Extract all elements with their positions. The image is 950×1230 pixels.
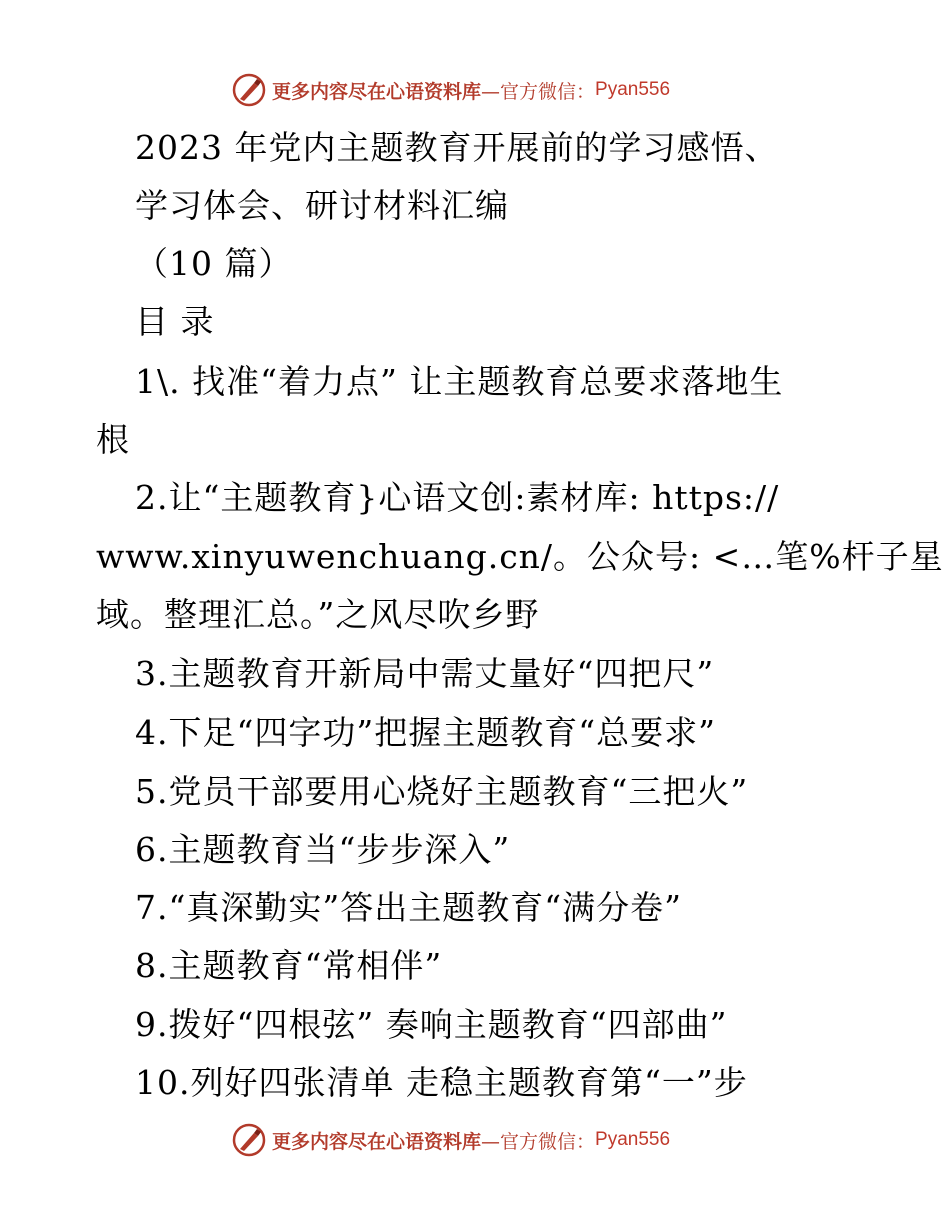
watermark-main-text: 更多内容尽在心语资料库 — [272, 80, 482, 103]
watermark-banner-top — [232, 72, 670, 108]
watermark-id-text: Pyan556 — [595, 1129, 671, 1150]
toc-item-continuation: 根 — [96, 420, 130, 459]
toc-heading: 目 录 — [135, 302, 215, 341]
toc-item-continuation: 域。整理汇总。”之风尽吹乡野 — [96, 595, 540, 634]
pen-logo-icon — [232, 1123, 266, 1157]
doc-title-line2: 学习体会、研讨材料汇编 — [135, 186, 509, 225]
toc-item: 1\. 找准“着力点” 让主题教育总要求落地生 — [135, 362, 784, 401]
pen-logo-icon — [232, 73, 266, 107]
toc-item: 10.列好四张清单 走稳主题教育第“一”步 — [135, 1063, 748, 1102]
toc-item: 3.主题教育开新局中需丈量好“四把尺” — [135, 654, 715, 693]
toc-item: 8.主题教育“常相伴” — [135, 946, 443, 985]
toc-item-continuation: www.xinyuwenchuang.cn/。公众号: <…笔%杆子星 — [96, 537, 944, 576]
toc-item: 9.拨好“四根弦” 奏响主题教育“四部曲” — [135, 1005, 728, 1044]
toc-item: 6.主题教育当“步步深入” — [135, 830, 511, 869]
doc-title-line1: 2023 年党内主题教育开展前的学习感悟、 — [135, 128, 779, 167]
toc-item: 5.党员干部要用心烧好主题教育“三把火” — [135, 772, 749, 811]
watermark-banner-bottom — [232, 1122, 670, 1158]
watermark-main-text: 更多内容尽在心语资料库 — [272, 1130, 482, 1153]
toc-item: 2.让“主题教育}心语文创:素材库: https:// — [135, 478, 780, 517]
toc-item: 4.下足“四字功”把握主题教育“总要求” — [135, 713, 716, 752]
doc-count: （10 篇） — [135, 244, 293, 283]
watermark-sub-text: —官方微信： — [481, 80, 596, 103]
watermark-id-text: Pyan556 — [595, 79, 671, 100]
toc-item: 7.“真深勤实”答出主题教育“满分卷” — [135, 888, 682, 927]
watermark-sub-text: —官方微信： — [481, 1130, 596, 1153]
